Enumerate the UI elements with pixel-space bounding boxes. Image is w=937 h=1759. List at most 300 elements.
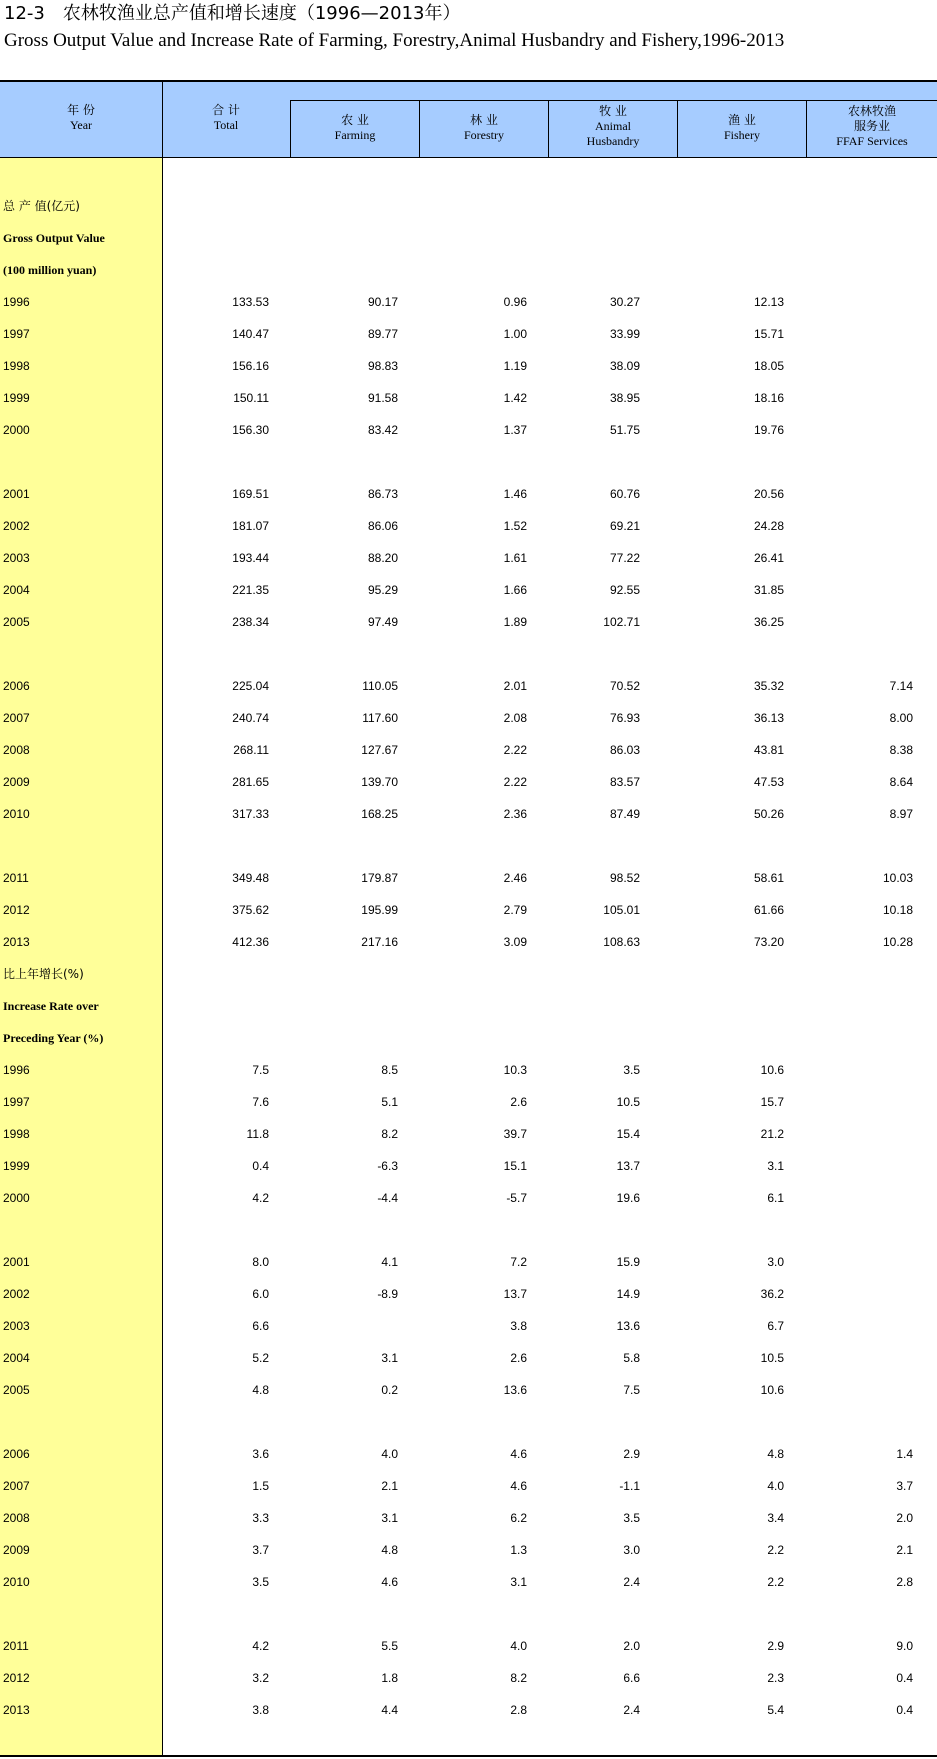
section-label: 比上年增长(%) bbox=[3, 967, 84, 981]
year-cell: 2003 bbox=[3, 551, 30, 565]
fishery-cell: 2.3 bbox=[767, 1671, 784, 1685]
year-cell: 2012 bbox=[3, 903, 30, 917]
animal-cell: 98.52 bbox=[609, 871, 640, 885]
year-cell: 2006 bbox=[3, 1447, 30, 1461]
total-cell: 238.34 bbox=[232, 615, 269, 629]
farming-cell: 3.1 bbox=[381, 1511, 398, 1525]
fishery-cell: 3.0 bbox=[767, 1255, 784, 1269]
fishery-cell: 31.85 bbox=[753, 583, 784, 597]
total-cell: 181.07 bbox=[232, 519, 269, 533]
year-cell: 2001 bbox=[3, 1255, 30, 1269]
header-total-cn: 合 计 bbox=[212, 103, 240, 117]
year-cell: 1997 bbox=[3, 327, 30, 341]
header-fishery bbox=[678, 113, 806, 143]
farming-cell: 117.60 bbox=[362, 711, 398, 725]
table-row bbox=[0, 356, 937, 376]
farming-cell: 127.67 bbox=[361, 743, 398, 757]
bottom-rule bbox=[0, 1755, 937, 1757]
year-cell: 2012 bbox=[3, 1671, 30, 1685]
year-cell: 1997 bbox=[3, 1095, 30, 1109]
forestry-cell: 0.96 bbox=[503, 295, 527, 309]
fishery-cell: 2.2 bbox=[767, 1575, 784, 1589]
table-row bbox=[0, 1572, 937, 1592]
animal-cell: 69.21 bbox=[609, 519, 640, 533]
animal-cell: 38.95 bbox=[609, 391, 640, 405]
header-farming bbox=[291, 113, 419, 143]
fishery-cell: 47.53 bbox=[753, 775, 784, 789]
year-cell: 2004 bbox=[3, 583, 30, 597]
forestry-cell: 13.6 bbox=[503, 1383, 527, 1397]
forestry-cell: 2.22 bbox=[503, 743, 527, 757]
fishery-cell: 15.71 bbox=[753, 327, 784, 341]
header-animal-en1: Animal bbox=[595, 119, 631, 133]
year-cell: 1996 bbox=[3, 295, 30, 309]
forestry-cell: 4.6 bbox=[510, 1479, 527, 1493]
farming-cell: 86.06 bbox=[367, 519, 398, 533]
farming-cell: 1.8 bbox=[381, 1671, 398, 1685]
year-cell: 2010 bbox=[3, 1575, 30, 1589]
header-farming-cn: 农 业 bbox=[341, 113, 369, 127]
fishery-cell: 43.81 bbox=[753, 743, 784, 757]
forestry-cell: 2.01 bbox=[503, 679, 527, 693]
farming-cell: 5.1 bbox=[381, 1095, 398, 1109]
animal-cell: 77.22 bbox=[609, 551, 640, 565]
year-cell: 2006 bbox=[3, 679, 30, 693]
total-cell: 133.53 bbox=[232, 295, 269, 309]
table-row bbox=[0, 932, 937, 952]
header-services-cn1: 农林牧渔 bbox=[847, 104, 896, 118]
fishery-cell: 12.13 bbox=[753, 295, 784, 309]
fishery-cell: 18.16 bbox=[753, 391, 784, 405]
animal-cell: 60.76 bbox=[609, 487, 640, 501]
fishery-cell: 35.32 bbox=[753, 679, 784, 693]
forestry-cell: 39.7 bbox=[503, 1127, 527, 1141]
services-cell: 10.28 bbox=[882, 935, 913, 949]
forestry-cell: 2.22 bbox=[503, 775, 527, 789]
table-row bbox=[0, 484, 937, 504]
section-gross-cn bbox=[0, 196, 937, 216]
forestry-cell: 2.46 bbox=[503, 871, 527, 885]
animal-cell: 13.7 bbox=[616, 1159, 640, 1173]
fishery-cell: 3.4 bbox=[767, 1511, 784, 1525]
fishery-cell: 19.76 bbox=[753, 423, 784, 437]
animal-cell: 6.6 bbox=[623, 1671, 640, 1685]
total-cell: 4.2 bbox=[252, 1639, 269, 1653]
section-label: (100 million yuan) bbox=[3, 263, 97, 277]
total-cell: 6.0 bbox=[252, 1287, 269, 1301]
header-total-en: Total bbox=[213, 118, 239, 132]
header-services-cn2: 服务业 bbox=[853, 119, 890, 133]
farming-cell: 4.1 bbox=[381, 1255, 398, 1269]
services-cell: 1.4 bbox=[896, 1447, 913, 1461]
table-row bbox=[0, 1060, 937, 1080]
total-cell: 3.8 bbox=[252, 1703, 269, 1717]
forestry-cell: -5.7 bbox=[506, 1191, 527, 1205]
animal-cell: 3.5 bbox=[623, 1063, 640, 1077]
table-row bbox=[0, 740, 937, 760]
section-gross-en1 bbox=[0, 228, 937, 248]
year-cell: 2008 bbox=[3, 743, 30, 757]
table-row bbox=[0, 1156, 937, 1176]
forestry-cell: 1.19 bbox=[503, 359, 527, 373]
year-cell: 2009 bbox=[3, 1543, 30, 1557]
total-cell: 221.35 bbox=[232, 583, 269, 597]
header-fishery-en: Fishery bbox=[724, 128, 760, 142]
farming-cell: 139.70 bbox=[361, 775, 398, 789]
animal-cell: 102.71 bbox=[603, 615, 640, 629]
year-cell: 2004 bbox=[3, 1351, 30, 1365]
section-label: 总 产 值(亿元) bbox=[3, 199, 80, 213]
forestry-cell: 3.09 bbox=[503, 935, 527, 949]
farming-cell: 110.05 bbox=[362, 679, 398, 693]
section-label: Increase Rate over bbox=[3, 999, 99, 1013]
farming-cell: 95.29 bbox=[367, 583, 398, 597]
farming-cell: 88.20 bbox=[367, 551, 398, 565]
table-row bbox=[0, 612, 937, 632]
forestry-cell: 1.61 bbox=[503, 551, 527, 565]
header-year-cn: 年 份 bbox=[67, 103, 95, 117]
animal-cell: 7.5 bbox=[623, 1383, 640, 1397]
fishery-cell: 3.1 bbox=[767, 1159, 784, 1173]
fishery-cell: 4.0 bbox=[767, 1479, 784, 1493]
animal-cell: 33.99 bbox=[609, 327, 640, 341]
farming-cell: -4.4 bbox=[377, 1191, 398, 1205]
animal-cell: 14.9 bbox=[616, 1287, 640, 1301]
fishery-cell: 10.6 bbox=[760, 1063, 784, 1077]
header-group-line bbox=[290, 100, 937, 101]
farming-cell: 3.1 bbox=[381, 1351, 398, 1365]
animal-cell: 92.55 bbox=[609, 583, 640, 597]
total-cell: 268.11 bbox=[233, 743, 269, 757]
header-year-en: Year bbox=[69, 118, 93, 132]
farming-cell: -6.3 bbox=[377, 1159, 398, 1173]
total-cell: 3.6 bbox=[252, 1447, 269, 1461]
total-cell: 11.8 bbox=[246, 1127, 269, 1141]
fishery-cell: 6.7 bbox=[767, 1319, 784, 1333]
total-cell: 156.30 bbox=[232, 423, 269, 437]
forestry-cell: 6.2 bbox=[510, 1511, 527, 1525]
total-cell: 193.44 bbox=[232, 551, 269, 565]
farming-cell: 2.1 bbox=[381, 1479, 398, 1493]
table-row bbox=[0, 1476, 937, 1496]
table-row bbox=[0, 1668, 937, 1688]
forestry-cell: 1.42 bbox=[503, 391, 527, 405]
header-ffaf-services bbox=[807, 104, 937, 149]
farming-cell: 4.0 bbox=[381, 1447, 398, 1461]
forestry-cell: 2.36 bbox=[503, 807, 527, 821]
farming-cell: 4.8 bbox=[381, 1543, 398, 1557]
table-row bbox=[0, 772, 937, 792]
table-title-en: Gross Output Value and Increase Rate of Farming, Forestry,Animal Husbandry and Fishery,1996-2013 bbox=[4, 30, 785, 51]
table-row bbox=[0, 548, 937, 568]
forestry-cell: 13.7 bbox=[503, 1287, 527, 1301]
forestry-cell: 3.1 bbox=[510, 1575, 527, 1589]
forestry-cell: 2.79 bbox=[503, 903, 527, 917]
fishery-cell: 36.13 bbox=[753, 711, 784, 725]
total-cell: 281.65 bbox=[232, 775, 269, 789]
animal-cell: 70.52 bbox=[609, 679, 640, 693]
year-cell: 2000 bbox=[3, 1191, 30, 1205]
header-forestry-en: Forestry bbox=[464, 128, 504, 142]
year-cell: 2002 bbox=[3, 519, 30, 533]
fishery-cell: 73.20 bbox=[753, 935, 784, 949]
year-cell: 2011 bbox=[3, 871, 29, 885]
table-row bbox=[0, 1252, 937, 1272]
table-title-cn: 12-3 农林牧渔业总产值和增长速度（1996—2013年） bbox=[4, 3, 461, 24]
table-row bbox=[0, 420, 937, 440]
fishery-cell: 24.28 bbox=[753, 519, 784, 533]
farming-cell: 90.17 bbox=[367, 295, 398, 309]
table-row bbox=[0, 1508, 937, 1528]
header-farming-en: Farming bbox=[334, 128, 376, 142]
table-row bbox=[0, 1348, 937, 1368]
total-cell: 3.2 bbox=[252, 1671, 269, 1685]
total-cell: 225.04 bbox=[232, 679, 269, 693]
services-cell: 2.8 bbox=[896, 1575, 913, 1589]
table-row bbox=[0, 676, 937, 696]
animal-cell: 2.4 bbox=[623, 1575, 640, 1589]
total-cell: 3.3 bbox=[252, 1511, 269, 1525]
farming-cell: 5.5 bbox=[381, 1639, 398, 1653]
total-cell: 412.36 bbox=[232, 935, 269, 949]
fishery-cell: 21.2 bbox=[760, 1127, 784, 1141]
fishery-cell: 4.8 bbox=[767, 1447, 784, 1461]
total-cell: 375.62 bbox=[232, 903, 269, 917]
farming-cell: 179.87 bbox=[361, 871, 398, 885]
fishery-cell: 10.6 bbox=[760, 1383, 784, 1397]
year-cell: 2000 bbox=[3, 423, 30, 437]
fishery-cell: 2.2 bbox=[767, 1543, 784, 1557]
services-cell: 0.4 bbox=[896, 1671, 913, 1685]
total-cell: 7.5 bbox=[252, 1063, 269, 1077]
total-cell: 4.8 bbox=[252, 1383, 269, 1397]
farming-cell: -8.9 bbox=[377, 1287, 398, 1301]
table-row bbox=[0, 324, 937, 344]
forestry-cell: 2.6 bbox=[510, 1351, 527, 1365]
animal-cell: 3.5 bbox=[623, 1511, 640, 1525]
services-cell: 8.64 bbox=[889, 775, 913, 789]
farming-cell: 217.16 bbox=[361, 935, 398, 949]
farming-cell: 91.58 bbox=[367, 391, 398, 405]
section-rate-en2 bbox=[0, 1028, 937, 1048]
table-row bbox=[0, 708, 937, 728]
services-cell: 8.38 bbox=[889, 743, 913, 757]
farming-cell: 98.83 bbox=[367, 359, 398, 373]
table-row bbox=[0, 292, 937, 312]
table-row bbox=[0, 1092, 937, 1112]
animal-cell: 5.8 bbox=[623, 1351, 640, 1365]
year-cell: 2005 bbox=[3, 615, 30, 629]
year-cell: 1999 bbox=[3, 391, 30, 405]
animal-cell: 3.0 bbox=[623, 1543, 640, 1557]
year-cell: 2009 bbox=[3, 775, 30, 789]
animal-cell: 10.5 bbox=[616, 1095, 640, 1109]
farming-cell: 97.49 bbox=[367, 615, 398, 629]
forestry-cell: 10.3 bbox=[503, 1063, 527, 1077]
year-cell: 1998 bbox=[3, 359, 30, 373]
animal-cell: 76.93 bbox=[609, 711, 640, 725]
services-cell: 10.18 bbox=[882, 903, 913, 917]
animal-cell: 15.4 bbox=[616, 1127, 640, 1141]
header-forestry-cn: 林 业 bbox=[470, 113, 498, 127]
year-cell: 1999 bbox=[3, 1159, 30, 1173]
fishery-cell: 26.41 bbox=[753, 551, 784, 565]
table-row bbox=[0, 1540, 937, 1560]
year-cell: 2008 bbox=[3, 1511, 30, 1525]
table-row bbox=[0, 580, 937, 600]
farming-cell: 83.42 bbox=[367, 423, 398, 437]
total-cell: 150.11 bbox=[233, 391, 269, 405]
services-cell: 8.97 bbox=[889, 807, 913, 821]
forestry-cell: 2.6 bbox=[510, 1095, 527, 1109]
services-cell: 10.03 bbox=[882, 871, 913, 885]
section-label: Preceding Year (%) bbox=[3, 1031, 104, 1045]
year-cell: 2001 bbox=[3, 487, 30, 501]
services-cell: 0.4 bbox=[896, 1703, 913, 1717]
services-cell: 7.14 bbox=[889, 679, 913, 693]
forestry-cell: 8.2 bbox=[510, 1671, 527, 1685]
farming-cell: 168.25 bbox=[361, 807, 398, 821]
year-cell: 2013 bbox=[3, 935, 30, 949]
animal-cell: 2.9 bbox=[623, 1447, 640, 1461]
animal-cell: -1.1 bbox=[619, 1479, 640, 1493]
farming-cell: 195.99 bbox=[361, 903, 398, 917]
fishery-cell: 50.26 bbox=[753, 807, 784, 821]
farming-cell: 4.4 bbox=[381, 1703, 398, 1717]
section-label: Gross Output Value bbox=[3, 231, 105, 245]
table-row bbox=[0, 1636, 937, 1656]
table-row bbox=[0, 1380, 937, 1400]
farming-cell: 8.5 bbox=[381, 1063, 398, 1077]
header-total bbox=[162, 103, 290, 133]
total-cell: 6.6 bbox=[252, 1319, 269, 1333]
year-cell: 2007 bbox=[3, 711, 30, 725]
year-cell: 2005 bbox=[3, 1383, 30, 1397]
total-cell: 317.33 bbox=[232, 807, 269, 821]
total-cell: 8.0 bbox=[252, 1255, 269, 1269]
fishery-cell: 2.9 bbox=[767, 1639, 784, 1653]
header-animal-en2: Husbandry bbox=[586, 134, 640, 148]
forestry-cell: 4.0 bbox=[510, 1639, 527, 1653]
fishery-cell: 36.2 bbox=[760, 1287, 784, 1301]
year-cell: 2003 bbox=[3, 1319, 30, 1333]
table-row bbox=[0, 1188, 937, 1208]
animal-cell: 2.4 bbox=[623, 1703, 640, 1717]
table-row bbox=[0, 388, 937, 408]
fishery-cell: 10.5 bbox=[760, 1351, 784, 1365]
header-year bbox=[0, 103, 162, 133]
forestry-cell: 15.1 bbox=[503, 1159, 527, 1173]
forestry-cell: 1.3 bbox=[510, 1543, 527, 1557]
year-cell: 2013 bbox=[3, 1703, 30, 1717]
farming-cell: 86.73 bbox=[367, 487, 398, 501]
animal-cell: 38.09 bbox=[609, 359, 640, 373]
forestry-cell: 1.00 bbox=[503, 327, 527, 341]
animal-cell: 83.57 bbox=[609, 775, 640, 789]
fishery-cell: 15.7 bbox=[760, 1095, 784, 1109]
total-cell: 156.16 bbox=[232, 359, 269, 373]
forestry-cell: 4.6 bbox=[510, 1447, 527, 1461]
section-gross-en2 bbox=[0, 260, 937, 280]
farming-cell: 0.2 bbox=[381, 1383, 398, 1397]
services-cell: 3.7 bbox=[896, 1479, 913, 1493]
animal-cell: 105.01 bbox=[603, 903, 640, 917]
fishery-cell: 20.56 bbox=[753, 487, 784, 501]
header-forestry bbox=[420, 113, 548, 143]
forestry-cell: 7.2 bbox=[510, 1255, 527, 1269]
forestry-cell: 1.89 bbox=[503, 615, 527, 629]
services-cell: 8.00 bbox=[889, 711, 913, 725]
year-cell: 2011 bbox=[3, 1639, 29, 1653]
forestry-cell: 3.8 bbox=[510, 1319, 527, 1333]
animal-cell: 30.27 bbox=[609, 295, 640, 309]
forestry-cell: 1.46 bbox=[503, 487, 527, 501]
header-bottom-line bbox=[0, 157, 937, 158]
total-cell: 4.2 bbox=[252, 1191, 269, 1205]
fishery-cell: 58.61 bbox=[753, 871, 784, 885]
total-cell: 169.51 bbox=[232, 487, 269, 501]
animal-cell: 51.75 bbox=[609, 423, 640, 437]
services-cell: 2.0 bbox=[896, 1511, 913, 1525]
table-row bbox=[0, 900, 937, 920]
fishery-cell: 61.66 bbox=[753, 903, 784, 917]
total-cell: 3.5 bbox=[252, 1575, 269, 1589]
year-cell: 1996 bbox=[3, 1063, 30, 1077]
table-row bbox=[0, 804, 937, 824]
total-cell: 7.6 bbox=[252, 1095, 269, 1109]
year-cell: 2007 bbox=[3, 1479, 30, 1493]
table-row bbox=[0, 868, 937, 888]
year-cell: 2002 bbox=[3, 1287, 30, 1301]
total-cell: 140.47 bbox=[232, 327, 269, 341]
total-cell: 0.4 bbox=[252, 1159, 269, 1173]
farming-cell: 4.6 bbox=[381, 1575, 398, 1589]
fishery-cell: 5.4 bbox=[767, 1703, 784, 1717]
fishery-cell: 6.1 bbox=[767, 1191, 784, 1205]
section-rate-cn bbox=[0, 964, 937, 984]
total-cell: 349.48 bbox=[232, 871, 269, 885]
total-cell: 1.5 bbox=[252, 1479, 269, 1493]
header-animal-husbandry bbox=[549, 104, 677, 149]
year-cell: 1998 bbox=[3, 1127, 30, 1141]
table-row bbox=[0, 1316, 937, 1336]
forestry-cell: 1.66 bbox=[503, 583, 527, 597]
fishery-cell: 36.25 bbox=[753, 615, 784, 629]
total-cell: 5.2 bbox=[252, 1351, 269, 1365]
year-cell: 2010 bbox=[3, 807, 30, 821]
table-row bbox=[0, 1124, 937, 1144]
table-row bbox=[0, 516, 937, 536]
total-cell: 3.7 bbox=[252, 1543, 269, 1557]
section-rate-en1 bbox=[0, 996, 937, 1016]
table-row bbox=[0, 1444, 937, 1464]
total-cell: 240.74 bbox=[232, 711, 269, 725]
animal-cell: 2.0 bbox=[623, 1639, 640, 1653]
animal-cell: 87.49 bbox=[609, 807, 640, 821]
header-animal-cn: 牧 业 bbox=[599, 104, 627, 118]
fishery-cell: 18.05 bbox=[753, 359, 784, 373]
farming-cell: 89.77 bbox=[367, 327, 398, 341]
services-cell: 9.0 bbox=[896, 1639, 913, 1653]
table-row bbox=[0, 1284, 937, 1304]
animal-cell: 86.03 bbox=[609, 743, 640, 757]
forestry-cell: 2.08 bbox=[503, 711, 527, 725]
farming-cell: 8.2 bbox=[381, 1127, 398, 1141]
table-row bbox=[0, 1700, 937, 1720]
header-fishery-cn: 渔 业 bbox=[728, 113, 756, 127]
forestry-cell: 2.8 bbox=[510, 1703, 527, 1717]
animal-cell: 15.9 bbox=[616, 1255, 640, 1269]
